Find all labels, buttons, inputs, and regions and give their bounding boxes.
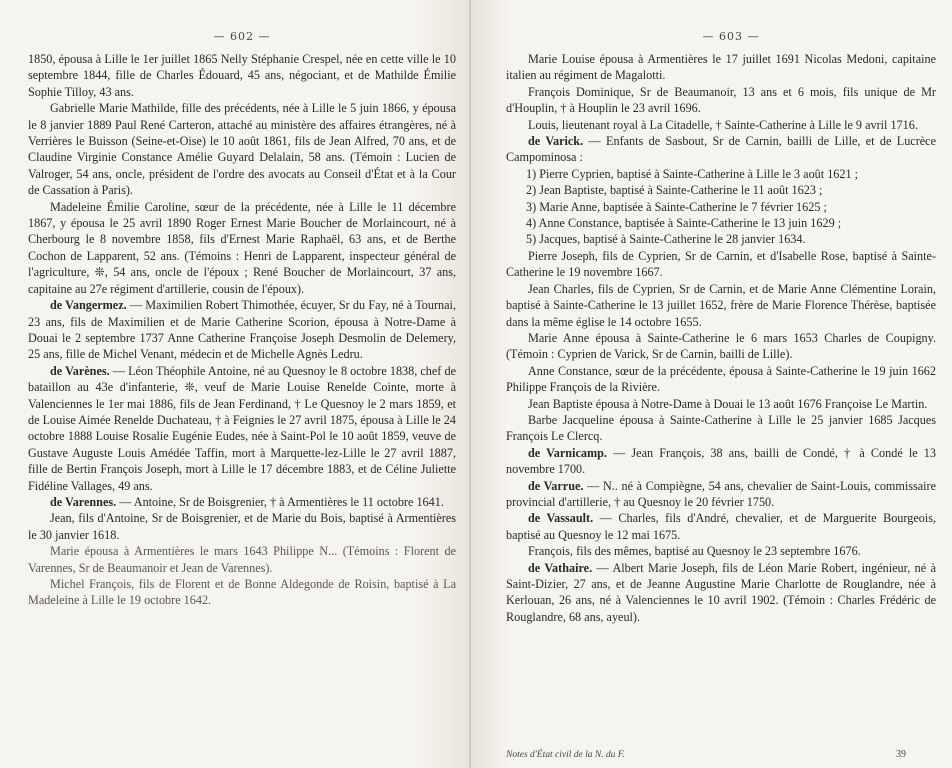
entry-vangermez: de Vangermez. — Maximilien Robert Thimothée, écuyer, Sr du Fay, né à Tournai, 23 ans, fils de Maximilien et de Marie Catherine Scorion, épousa à Notre-Dame à Douai le 2 septembre 1737 Anne Catherine Françoise Joseph Desmolin de Delemery, 25 ans, fille de Michel Venant, médecin et de Michelle Agnès Ledru. <box>28 298 456 362</box>
paragraph: Jean Baptiste épousa à Notre-Dame à Douai le 13 août 1676 Françoise Le Martin. <box>528 396 928 411</box>
paragraph: Barbe Jacqueline épousa à Sainte-Catherine à Lille le 25 janvier 1685 Jacques François Le Clercq. <box>506 412 936 444</box>
left-page <box>0 0 470 768</box>
list-item: 5) Jacques, baptisé à Sainte-Catherine le 28 janvier 1634. <box>526 232 806 247</box>
page-number-602: — 602 — <box>213 30 271 43</box>
paragraph: Jean, fils d'Antoine, Sr de Boisgrenier, et de Marie du Bois, baptisé à Armentières le 30 janvier 1618. <box>28 511 456 542</box>
right-page <box>470 0 952 768</box>
paragraph: Anne Constance, sœur de la précédente, épousa à Sainte-Catherine le 19 juin 1662 Philippe François de la Rivière. <box>506 363 936 395</box>
paragraph: Louis, lieutenant royal à La Citadelle, † Sainte-Catherine à Lille le 9 avril 1716. <box>528 117 918 132</box>
paragraph: Madeleine Émilie Caroline, sœur de la précédente, née à Lille le 11 décembre 1867, y épousa le 25 avril 1890 Roger Ernest Marie Boucher de Morlaincourt, né à Cherbourg le 8 novembre 1858, fils d'Ernest Marie Raphaël, 63 ans, et de Berthe Cochon de Lapparent, 52 ans. (Témoins : Henri de Lapparent, inspecteur général de l'agriculture, ❊, 54 ans, oncle de l'époux ; René Boucher de Morlaincourt, 37 ans, capitaine au 27e régiment d'artillerie, cousin de l'époux). <box>28 199 456 296</box>
right-page-body <box>506 51 936 625</box>
entry-varenes: de Varènes. — Léon Théophile Antoine, né au Quesnoy le 8 octobre 1838, chef de bataillon au 43e d'infanterie, ❊, veuf de Marie Louise Renelde Cointe, morte à Valenciennes le 1er mai 1886, fils de Jean Ferdinand, † Le Quesnoy le 2 mars 1859, et de Louise Aimée Renelde Duchateau, † à Feignies le 27 avril 1875, épousa à Lille le 24 octobre 1888 Louise Rosalie Eugénie Eudes, née à Saint-Pol le 10 août 1859, veuve de Gustave Auguste Louis Amédée Taffin, mort à Marquette-lez-Lille le 27 avril 1887, fille de Bertin François Joseph, mort à Lille le 17 décembre 1883, et de Céline Juliette Fidéline Vallages, 49 ans. <box>28 363 456 493</box>
paragraph: 1850, épousa à Lille le 1er juillet 1865 Nelly Stéphanie Crespel, née en cette ville le 10 septembre 1844, fille de Charles Édouard, 45 ans, négociant, et de Mathilde Émilie Sophie Tilloy, 43 ans. <box>28 52 456 99</box>
entry-varick: de Varick. — Enfants de Sasbout, Sr de Carnin, bailli de Lille, et de Lucrèce Campominosa : <box>506 134 937 165</box>
entry-varnicamp: de Varnicamp. — Jean François, 38 ans, bailli de Condé, † à Condé le 13 novembre 1700. <box>506 445 936 477</box>
paragraph: Jean Charles, fils de Cyprien, Sr de Carnin, et de Marie Anne Clémentine Lorain, baptisé à Sainte-Catherine le 13 juillet 1652, frère de Marie Florence Thérèse, baptisée dans la même église le 14 octobre 1655. <box>506 281 936 329</box>
page-number-603: — 603 — <box>702 30 760 43</box>
entry-varennes: de Varennes. — Antoine, Sr de Boisgrenier, † à Armentières le 11 octobre 1641. <box>50 494 444 509</box>
entry-vathaire: de Vathaire. — Albert Marie Joseph, fils de Léon Marie Robert, ingénieur, né à Saint-Dizier, 27 ans, et de Jeanne Augustine Marie Charlotte de Rouglandre, née à Kerlouan, 26 ans, né à Valenciennes le 10 avril 1902. (Témoin : Charles Frédéric de Rouglandre, 68 ans, ayeul). <box>506 560 936 624</box>
book-gutter <box>469 0 471 768</box>
left-page-body <box>28 51 456 609</box>
list-item: 4) Anne Constance, baptisée à Sainte-Catherine le 13 juin 1629 ; <box>526 216 842 231</box>
list-item: 3) Marie Anne, baptisée à Sainte-Catherine le 7 février 1625 ; <box>526 199 827 214</box>
entry-varrue: de Varrue. — N.. né à Compiègne, 54 ans, chevalier de Saint-Louis, commissaire provincial d'artillerie, † au Quesnoy le 20 février 1750. <box>506 478 937 509</box>
page-footer <box>506 750 936 760</box>
paragraph: Pierre Joseph, fils de Cyprien, Sr de Carnin, et d'Isabelle Rose, baptisé à Sainte-Catherine le 19 novembre 1667. <box>506 248 936 280</box>
list-item: 1) Pierre Cyprien, baptisé à Sainte-Catherine à Lille le 3 août 1621 ; <box>526 166 859 181</box>
paragraph: François Dominique, Sr de Beaumanoir, 13 ans et 6 mois, fils unique de Mr d'Houplin, † à Houplin le 23 avril 1696. <box>506 84 936 116</box>
footer-note: Notes d'État civil de la N. du F. <box>506 750 625 760</box>
paragraph: Marie Louise épousa à Armentières le 17 juillet 1691 Nicolas Medoni, capitaine italien au régiment de Magalotti. <box>506 52 936 83</box>
paragraph: Marie épousa à Armentières le mars 1643 Philippe N... (Témoins : Florent de Varennes, Sr de Beaumanoir et Jean de Varennes). <box>28 544 456 575</box>
signature-number: 39 <box>896 749 906 760</box>
entry-vassault: de Vassault. — Charles, fils d'André, chevalier, et de Marguerite Bourgeois, baptisé au Quesnoy le 12 mai 1675. <box>506 511 936 542</box>
paragraph: Marie Anne épousa à Sainte-Catherine le 6 mars 1653 Charles de Coupigny. (Témoin : Cyprien de Varick, Sr de Carnin, bailli de Lille). <box>506 330 936 362</box>
paragraph: Michel François, fils de Florent et de Bonne Aldegonde de Roisin, baptisé à La Madeleine à Lille le 19 octobre 1642. <box>28 577 456 608</box>
paragraph: Gabrielle Marie Mathilde, fille des précédents, née à Lille le 5 juin 1866, y épousa le 8 janvier 1889 Paul René Carteron, attaché au ministère des affaires étrangères, né à Verrières le Buisson (Seine-et-Oise) le 10 août 1861, fils de Jean Alfred, 70 ans, et de Claudine Virginie Constance Amélie Guyard Delalain, 58 ans. (Témoin : Lucien de Valroger, 54 ans, oncle, président de l'ordre des avocats au Conseil d'État et à la Cour de Cassation à Paris). <box>28 101 456 198</box>
paragraph: François, fils des mêmes, baptisé au Quesnoy le 23 septembre 1676. <box>528 544 861 559</box>
list-item: 2) Jean Baptiste, baptisé à Sainte-Catherine le 11 août 1623 ; <box>526 183 823 198</box>
